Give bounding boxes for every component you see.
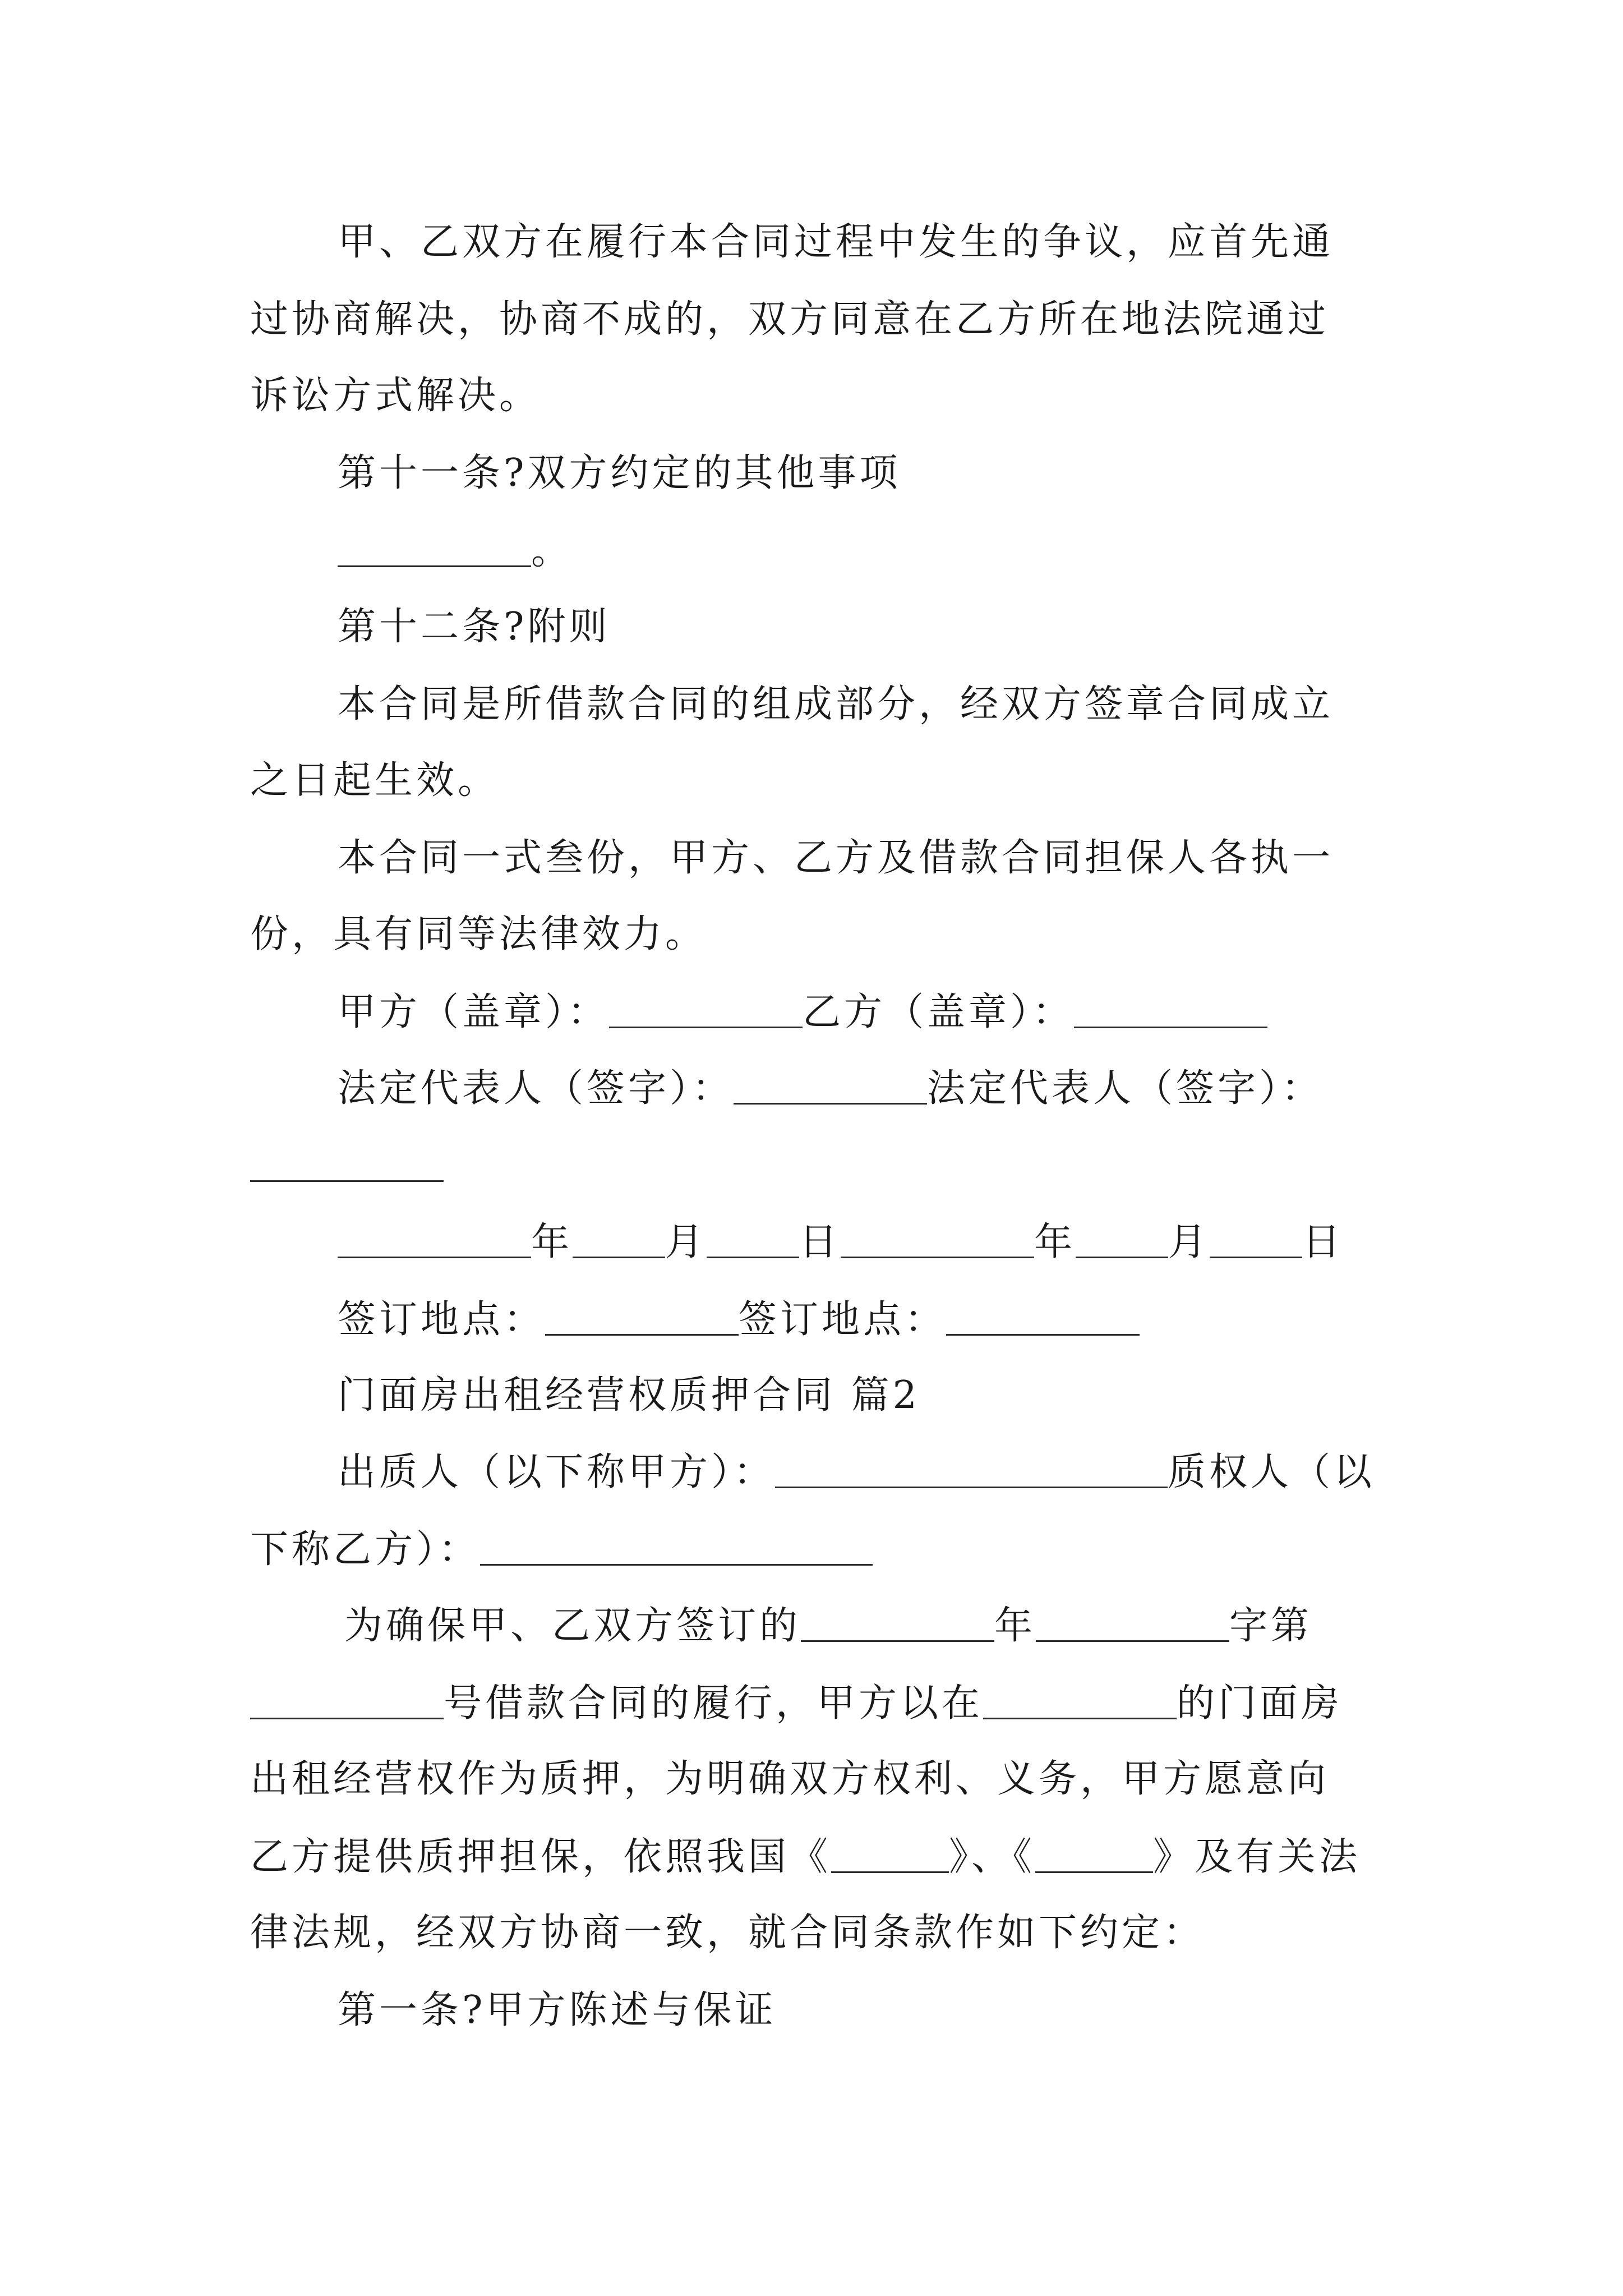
period-mark: 。: [531, 529, 573, 573]
blank-field: [338, 532, 531, 567]
blank-field: [734, 1069, 927, 1105]
paragraph-line: [344, 1604, 1313, 1648]
text-span: 号借款合同的履行，甲方以在: [444, 1681, 984, 1726]
paragraph-line: 份，具有同等法律效力。: [250, 912, 707, 956]
place-a-label: 签订地点：: [338, 1297, 546, 1342]
legal-rep-line: [338, 1066, 1324, 1111]
blank-field: [983, 1684, 1177, 1719]
place-b-label: 签订地点：: [739, 1297, 947, 1342]
party-b-seal-label: 乙方（盖章）：: [803, 990, 1075, 1034]
blank-field: [1036, 1607, 1229, 1642]
text-span: 》及有关法: [1153, 1835, 1361, 1879]
blank-field: [1035, 1838, 1153, 1873]
blank-field: [250, 1684, 444, 1719]
paragraph-line: 出租经营权作为质押，为明确双方权利、义务，甲方愿意向: [250, 1757, 1330, 1801]
text-span: 年: [994, 1604, 1036, 1648]
month-label: 月: [1168, 1220, 1210, 1264]
blank-field: [1076, 1223, 1168, 1258]
blank-field: [1210, 1223, 1302, 1258]
pledgee-label-cont: 下称乙方）：: [250, 1527, 481, 1572]
pledgee-label: 质权人（以: [1168, 1450, 1376, 1494]
text-span: 字第: [1229, 1604, 1313, 1648]
day-label: 日: [799, 1220, 841, 1264]
blank-field: [707, 1223, 799, 1258]
legal-rep-a-label: 法定代表人（签字）：: [338, 1066, 734, 1111]
blank-field: [831, 1838, 949, 1873]
article-heading: 第十一条?双方约定的其他事项: [338, 451, 901, 495]
legal-rep-b-label: 法定代表人（签字）：: [927, 1066, 1324, 1111]
parties-line: [250, 1527, 873, 1572]
blank-field: [573, 1223, 665, 1258]
paragraph-line: 诉讼方式解决。: [250, 374, 541, 418]
blank-field: [480, 1530, 873, 1566]
text-span: 的门面房: [1177, 1681, 1343, 1726]
day-label: 日: [1302, 1220, 1344, 1264]
blank-field: [338, 1223, 531, 1258]
paragraph-line: 过协商解决，协商不成的，双方同意在乙方所在地法院通过: [250, 297, 1330, 342]
blank-field: [801, 1607, 994, 1642]
blank-field: [545, 1300, 739, 1336]
parties-line: [338, 1450, 1376, 1494]
blank-field: [609, 993, 803, 1028]
party-a-seal-label: 甲方（盖章）：: [338, 990, 610, 1034]
blank-field: [841, 1223, 1034, 1258]
paragraph-line: 之日起生效。: [250, 758, 500, 803]
blank-field: [946, 1300, 1140, 1336]
paragraph-line: 律法规，经双方协商一致，就合同条款作如下约定：: [250, 1911, 1205, 1955]
month-label: 月: [665, 1220, 707, 1264]
year-label: 年: [531, 1220, 573, 1264]
text-span: 为确保甲、乙双方签订的: [344, 1604, 801, 1648]
section-title: 门面房出租经营权质押合同 篇2: [338, 1373, 920, 1418]
paragraph-line: 本合同是所借款合同的组成部分，经双方签章合同成立: [338, 682, 1334, 726]
article-heading: 第一条?甲方陈述与保证: [338, 1988, 777, 2032]
article-heading: 第十二条?附则: [338, 605, 611, 649]
paragraph-line: 本合同一式叁份，甲方、乙方及借款合同担保人各执一: [338, 836, 1334, 880]
blank-field: [775, 1453, 1168, 1488]
date-line: [338, 1220, 1344, 1264]
text-span: 》、《: [949, 1835, 1036, 1879]
paragraph-line: [250, 1681, 1343, 1726]
blank-field: [1074, 993, 1267, 1028]
pledgor-label: 出质人（以下称甲方）：: [338, 1450, 776, 1494]
fill-line: [338, 529, 573, 573]
seal-line: [338, 990, 1267, 1034]
paragraph-line: [250, 1835, 1361, 1879]
blank-field: [250, 1147, 444, 1182]
paragraph-line: 甲、乙双方在履行本合同过程中发生的争议，应首先通: [338, 220, 1334, 264]
year-label: 年: [1034, 1220, 1076, 1264]
fill-line: [250, 1147, 444, 1185]
text-span: 乙方提供质押担保，依照我国《: [250, 1835, 832, 1879]
place-line: [338, 1297, 1140, 1342]
